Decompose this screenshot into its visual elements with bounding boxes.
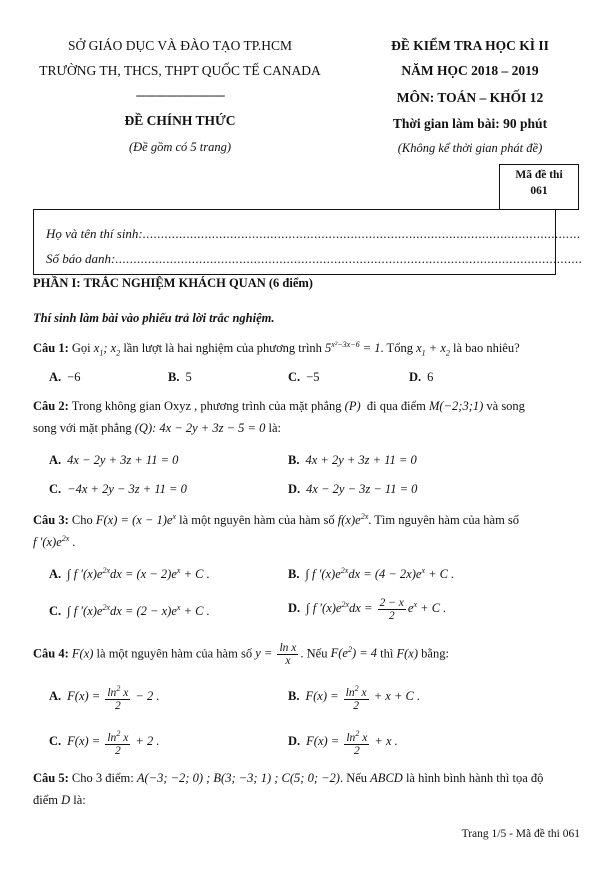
q1-text-a: Gọi: [71, 341, 91, 356]
q3-option-d[interactable]: D. ∫ f $'(x)e^{2x}dx$ = $\frac{2 - x}{2}$ $e^x + C$ .: [288, 597, 447, 622]
q4-text-b: . Nếu: [300, 646, 328, 661]
q4-y: y = $\frac{\text{ln x}}{x}$: [255, 642, 297, 667]
q2-text-e: là:: [268, 421, 281, 435]
page-footer: Trang 1/5 - Mã đề thi 061: [461, 828, 580, 840]
q4-option-c[interactable]: C. F(x) = $\frac{\ln^2 x}{2}$ + 2 .: [49, 729, 160, 757]
header-separator: ----------------------------: [135, 88, 225, 102]
q4-condition: $F(e^2) = 4$: [330, 645, 378, 661]
q2-option-c-text: −4x + 2y − 3z + 11 = 0: [67, 482, 187, 496]
q4-option-d[interactable]: D. F(x) = $\frac{\ln^2 x}{2}$ + x .: [288, 729, 398, 757]
q5-text-d: điểm: [33, 793, 58, 807]
q2-text-b: đi qua điểm: [366, 399, 426, 413]
q1-text-b: lần lượt là hai nghiệm của phương trình: [123, 341, 322, 356]
q2-plane-q: (Q): 4x − 2y + 3z − 5 = 0: [134, 421, 266, 435]
q3-option-b-text: ∫ f $'(x)e^{2x}dx = (4 - 2x)e^x + C$ .: [305, 566, 455, 582]
q2-option-d[interactable]: D. 4x − 2y − 3z − 11 = 0: [288, 482, 418, 496]
question-5-line1: [33, 771, 543, 786]
q3-label: Câu 3:: [33, 513, 69, 528]
q3-text-a: Cho: [71, 513, 93, 528]
q4-text-a: là một nguyên hàm của hàm số: [96, 646, 253, 661]
question-4: [33, 642, 449, 667]
q1-option-b-text: 5: [185, 370, 192, 384]
q1-text-c: . Tổng: [380, 341, 413, 356]
q3-option-a-text: ∫ f $'(x)e^{2x}dx = (x - 2)e^x + C$ .: [67, 566, 210, 582]
part1-title: PHẦN I: TRẮC NGHIỆM KHÁCH QUAN (6 điểm): [33, 276, 313, 290]
q3-option-b[interactable]: B. ∫ f $'(x)e^{2x}dx = (4 - 2x)e^x + C$ .: [288, 566, 455, 582]
q5-text-b: . Nếu: [339, 771, 368, 785]
q4-label: Câu 4:: [33, 646, 69, 661]
q2-option-a[interactable]: A. 4x − 2y + 3z + 11 = 0: [49, 453, 179, 467]
q2-plane-p: (P): [344, 399, 361, 413]
pages-note: (Đề gồm có 5 trang): [128, 140, 232, 154]
q2-text-d: song với mặt phẳng: [33, 421, 132, 435]
question-2-line1: [33, 399, 525, 414]
q3-text-b: là một nguyên hàm của hàm số: [179, 513, 335, 528]
q3-f: $f(x)e^{2x}$: [337, 512, 369, 528]
duration-note: (Không kể thời gian phát đề): [397, 141, 543, 155]
q1-roots: $x_1$; $x_2$: [93, 341, 121, 358]
q2-label: Câu 2:: [33, 399, 69, 413]
q1-option-c-text: −5: [306, 370, 320, 384]
q4-option-b-text: F(x) = $\frac{\ln^2 x}{2}$ + x + C .: [305, 684, 421, 712]
q1-sum: $x_1 + x_2$: [416, 341, 450, 358]
candidate-id-label: Số báo danh:: [46, 251, 116, 266]
q3-F: $F(x) = (x - 1)e^x$: [95, 512, 176, 528]
q4-option-a-text: F(x) = $\frac{\ln^2 x}{2}$ − 2 .: [67, 684, 160, 712]
q2-text-c: và song: [486, 399, 525, 413]
question-5-line2: [33, 793, 86, 808]
exam-code-box: [499, 164, 579, 210]
subject: MÔN: TOÁN – KHỐI 12: [396, 90, 544, 105]
q3-option-c-text: ∫ f $'(x)e^{2x}dx = (2 - x)e^x + C$ .: [67, 603, 210, 619]
question-3-line2: f $'(x)e^{2x}$ .: [33, 534, 76, 550]
candidate-name-field[interactable]: ........................................................................................................................: [142, 226, 581, 241]
q2-option-c[interactable]: C. −4x + 2y − 3z + 11 = 0: [49, 482, 187, 496]
q1-option-c[interactable]: C. −5: [288, 370, 320, 384]
duration: Thời gian làm bài: 90 phút: [392, 116, 548, 131]
q4-F2: F(x): [396, 646, 419, 661]
candidate-name-row: [46, 226, 581, 242]
question-1: [33, 340, 520, 358]
candidate-id-row: [46, 251, 583, 267]
exam-code-value: 061: [530, 185, 548, 197]
q2-option-b-text: 4x + 2y + 3z + 11 = 0: [305, 453, 417, 467]
q4-option-a[interactable]: A. F(x) = $\frac{\ln^2 x}{2}$ − 2 .: [49, 684, 160, 712]
candidate-name-label: Họ và tên thí sinh:: [46, 226, 143, 241]
q3-option-c[interactable]: C. ∫ f $'(x)e^{2x}dx = (2 - x)e^x + C$ .: [49, 603, 210, 619]
q1-label: Câu 1:: [33, 341, 69, 356]
q3-option-a[interactable]: A. ∫ f $'(x)e^{2x}dx = (x - 2)e^x + C$ .: [49, 566, 210, 582]
q1-option-a[interactable]: A. −6: [49, 370, 81, 384]
q4-F: F(x): [71, 646, 94, 661]
q3-option-d-text: ∫ f $'(x)e^{2x}dx$ = $\frac{2 - x}{2}$ $e^x + C$ .: [306, 597, 447, 622]
school-year: NĂM HỌC 2018 – 2019: [401, 63, 539, 78]
exam-title: ĐỀ KIỂM TRA HỌC KÌ II: [391, 38, 549, 53]
q5-abcd: ABCD: [370, 771, 403, 785]
q5-text-a: Cho 3 điểm:: [71, 771, 134, 785]
q1-option-a-text: −6: [67, 370, 81, 384]
exam-code-label: Mã đề thi: [515, 169, 563, 181]
q1-equation: $5^{x^2-3x-6} = 1$: [325, 340, 381, 356]
candidate-id-field[interactable]: ................................................................................................................................: [115, 251, 583, 266]
candidate-box: [33, 209, 583, 275]
question-2-line2: [33, 421, 281, 436]
question-3-line1: [33, 512, 519, 528]
q4-option-b[interactable]: B. F(x) = $\frac{\ln^2 x}{2}$ + x + C .: [288, 684, 421, 712]
q1-option-b[interactable]: B. 5: [168, 370, 192, 384]
q4-option-c-text: F(x) = $\frac{\ln^2 x}{2}$ + 2 .: [67, 729, 160, 757]
q5-points: A(−3; −2; 0) ; B(3; −3; 1) ; C(5; 0; −2): [136, 771, 340, 785]
q1-text-d: là bao nhiêu?: [453, 341, 520, 356]
q2-point: M(−2;3;1): [429, 399, 484, 413]
q4-text-d: bằng:: [421, 646, 449, 661]
q2-option-a-text: 4x − 2y + 3z + 11 = 0: [67, 453, 179, 467]
q3-text-c: . Tìm nguyên hàm của hàm số: [368, 513, 520, 528]
q5-d-point: D: [61, 793, 71, 807]
q5-text-c: là hình bình hành thì tọa độ: [405, 771, 544, 785]
school-department: SỞ GIÁO DỤC VÀ ĐÀO TẠO TP.HCM: [68, 38, 292, 53]
q1-option-d[interactable]: D. 6: [409, 370, 434, 384]
part1-instruction: Thí sinh làm bài vào phiếu trả lời trắc nghiệm.: [33, 311, 275, 325]
official-label: ĐỀ CHÍNH THỨC: [124, 113, 236, 128]
q4-option-d-text: F(x) = $\frac{\ln^2 x}{2}$ + x .: [306, 729, 398, 757]
q4-text-c: thì: [380, 646, 394, 661]
q5-text-e: là:: [73, 793, 86, 807]
q5-label: Câu 5:: [33, 771, 69, 785]
q2-text-a: Trong không gian Oxyz , phương trình của mặt phẳng: [71, 399, 342, 413]
school-name: TRƯỜNG TH, THCS, THPT QUỐC TẾ CANADA: [39, 63, 321, 78]
q2-option-b[interactable]: B. 4x + 2y + 3z + 11 = 0: [288, 453, 417, 467]
q2-option-d-text: 4x − 2y − 3z − 11 = 0: [306, 482, 418, 496]
q1-option-d-text: 6: [427, 370, 434, 384]
